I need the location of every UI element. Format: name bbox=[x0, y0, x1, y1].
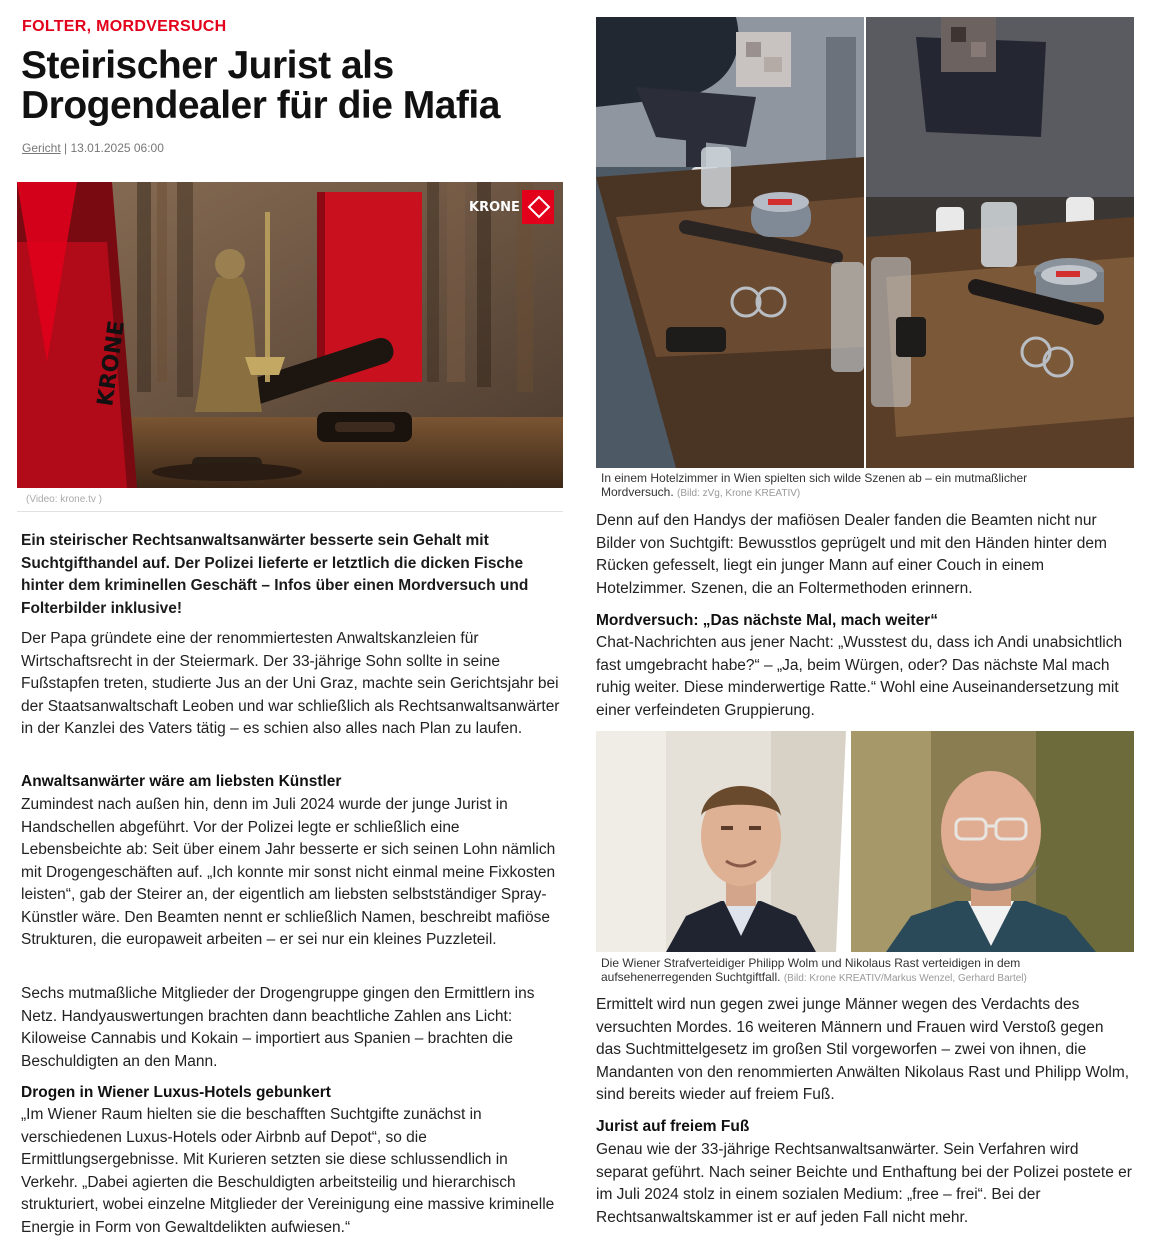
divider bbox=[17, 511, 563, 512]
paragraph-4: „Im Wiener Raum hielten sie die beschafften Suchtgifte zunächst in verschiedenen Luxus-Hotels oder Airbnb auf Depot“, so die Ermittlungsergebnisse. Mit Kurieren setzten sie diese schlussendlich in Verkehr. „Dabei agierten die Beschuldigten arbeitsteilig und hierarchisch strukturiert, wobei einzelne Mitglieder der Vereinigung eine massive kriminelle Energie in Form von Gewaltdelikten aufwiesen.“ bbox=[21, 1106, 555, 1236]
video-watermark-logo: KRONE bbox=[93, 319, 130, 408]
paragraph-7: Ermittelt wird nun gegen zwei junge Männer wegen des Verdachts des versuchten Mordes. 16 weiteren Männern und Frauen wird Verstoß gegen das Suchtmittelgesetz im großen Stil vorgeworfen – zwei von ihnen, die Mandanten von den renommierten Anwälten Nikolaus Rast und Philipp Wolm, sind bereits wieder auf freiem Fuß. bbox=[596, 996, 1130, 1103]
hotel-room-photo bbox=[596, 17, 1134, 468]
article-lead: Ein steirischer Rechtsanwaltsanwärter besserte sein Gehalt mit Suchtgifthandel auf. Der Polizei lieferte er letztlich die dicken Fische hinter dem kriminellen Geschäft – Infos über einen Mordversuch und Folterbilder inklusive! bbox=[21, 532, 529, 617]
paragraph-6: Chat-Nachrichten aus jener Nacht: „Wusstest du, dass ich Andi unabsichtlich fast umgebracht habe?“ – „Ja, beim Würgen, oder? Das nächste Mal mach ruhig weiter. Diese minderwertige Ratte.“ Wohl eine Auseinandersetzung mit einer verfeindeten Gruppierung. bbox=[596, 634, 1123, 719]
lawyers-photo bbox=[596, 731, 1134, 952]
lawyers-image bbox=[596, 731, 1134, 952]
article-kicker: FOLTER, MORDVERSUCH bbox=[22, 18, 227, 35]
photo-caption-1 bbox=[601, 472, 1071, 500]
paragraph-8: Genau wie der 33-jährige Rechtsanwaltsanwärter. Sein Verfahren wird separat geführt. Nach seiner Beichte und Enthaftung bei der Polizei postete er im Juli 2024 stolz in einem sozialen Medium: „free – frei“. Bei der Rechtsanwaltskammer ist er auf jeden Fall nicht mehr. bbox=[596, 1141, 1132, 1226]
article-headline: Steirischer Jurist als Drogendealer für die Mafia bbox=[21, 44, 500, 127]
paragraph-5: Denn auf den Handys der mafiösen Dealer fanden die Beamten nicht nur Bilder von Suchtgift: Bewusstlos geprügelt und mit den Händen hinter dem Rücken gefesselt, liegt ein junger Mann auf einer Couch in einem Hotelzimmer. Szenen, die an Foltermethoden erinnern. bbox=[596, 512, 1107, 597]
category-link[interactable]: Gericht bbox=[22, 141, 61, 155]
caption-credit: (Bild: Krone KREATIV/Markus Wenzel, Gerhard Bartel) bbox=[783, 972, 1027, 984]
caption-text: Die Wiener Strafverteidiger Philipp Wolm und Nikolaus Rast verteidigen in dem aufsehenerregenden Suchtgiftfall. bbox=[601, 956, 1021, 984]
caption-credit: (Bild: zVg, Krone KREATIV) bbox=[677, 487, 801, 499]
meta-separator: | bbox=[60, 141, 71, 155]
video-player[interactable] bbox=[17, 182, 563, 488]
article-meta bbox=[22, 141, 164, 155]
caption-text: In einem Hotelzimmer in Wien spielten sich wilde Szenen ab – ein mutmaßlicher Mordversuch. bbox=[601, 471, 1028, 499]
subheading-3: Mordversuch: „Das nächste Mal, mach weiter“ bbox=[596, 612, 938, 629]
publish-date: 13.01.2025 06:00 bbox=[70, 141, 164, 155]
subheading-4: Jurist auf freiem Fuß bbox=[596, 1118, 750, 1135]
video-thumbnail-image bbox=[17, 182, 563, 488]
hotel-room-image bbox=[596, 17, 1134, 468]
subheading-2: Drogen in Wiener Luxus-Hotels gebunkert bbox=[21, 1084, 331, 1101]
paragraph-1: Der Papa gründete eine der renommiertesten Anwaltskanzleien für Wirtschaftsrecht in der Steiermark. Der 33-jährige Sohn sollte in seine Fußstapfen treten, studierte Jus an der Uni Graz, machte sein Gerichtsjahr bei der Staatsanwaltschaft Leoben und war schließlich als Rechtsanwaltsanwärter in der Kanzlei des Vaters tätig – es schien also alles nach Plan zu laufen. bbox=[21, 630, 560, 737]
video-logo: KRONE bbox=[469, 200, 520, 215]
paragraph-2: Zumindest nach außen hin, denn im Juli 2024 wurde der junge Jurist in Handschellen abgeführt. Vor der Polizei legte er schließlich eine Lebensbeichte ab: Seit über einem Jahr besserte er sich seinen Lohn nämlich mit Drogengeschäften auf. „Ich konnte mir sonst nicht einmal meine Fixkosten leisten“, gab der Steirer an, der eigentlich am liebsten selbstständiger Spray-Künstler wäre. Den Beamten nennt er schließlich Namen, beschreibt mafiöse Strukturen, die europaweit arbeiten – er sei nur ein kleines Puzzleteil. bbox=[21, 796, 556, 948]
paragraph-3: Sechs mutmaßliche Mitglieder der Drogengruppe gingen den Ermittlern ins Netz. Handyauswertungen brachten dann beachtliche Zahlen ans Licht: Kiloweise Cannabis und Kokain – importiert aus Spanien – brachten die Beschuldigten an den Mann. bbox=[21, 985, 535, 1070]
subheading-1: Anwaltsanwärter wäre am liebsten Künstler bbox=[21, 773, 342, 790]
video-credit: (Video: krone.tv ) bbox=[26, 494, 102, 505]
photo-caption-2 bbox=[601, 957, 1061, 985]
